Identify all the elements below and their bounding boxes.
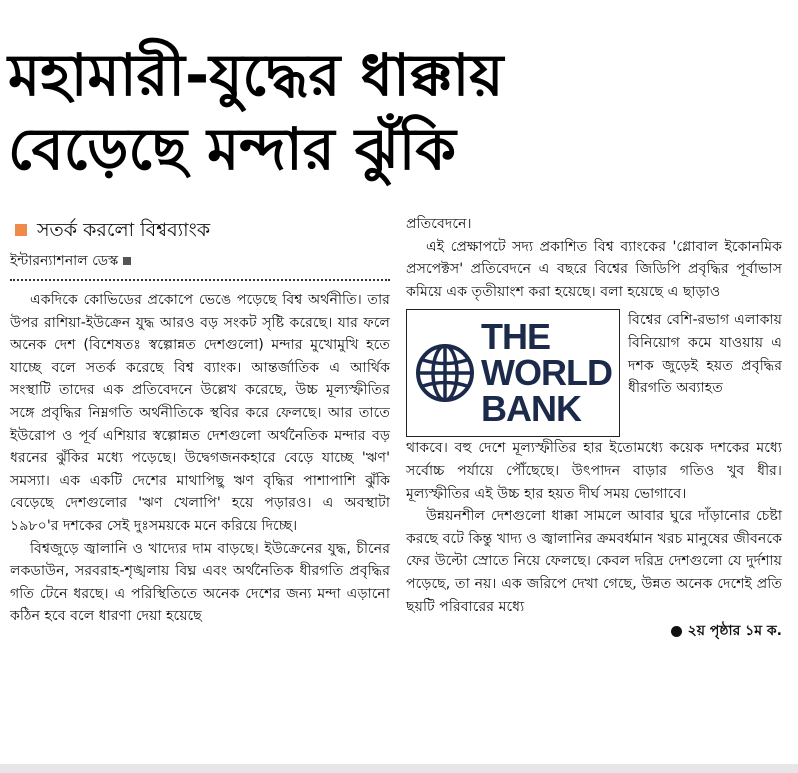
right-paragraph-1: এই প্রেক্ষাপটে সদ্য প্রকাশিত বিশ্ব ব্যাংকের 'গ্লোবাল ইকোনমিক প্রসপেক্টস' প্রতিবেদনে এ বছরে বিশ্বের জিডিপি প্রবৃদ্ধির পূর্বাভাস কমিয়ে এক তৃতীয়াংশ করা হয়েছে। বলা হয়েছে এ ছাড়াও bbox=[406, 238, 782, 300]
bottom-bar bbox=[0, 764, 798, 773]
left-column bbox=[10, 213, 390, 628]
byline bbox=[10, 249, 390, 273]
accent-square-icon bbox=[15, 224, 27, 236]
logo-side-text: বিশ্বের বেশি-রভাগ এলাকায় বিনিয়োগ কমে যাওয়ায় এ দশক জুড়েই হয়ত প্রবৃদ্ধির ধীরগতি অব্যাহত bbox=[628, 312, 782, 397]
logo-line-1: THE bbox=[481, 316, 550, 358]
dotted-divider bbox=[10, 279, 390, 281]
left-paragraph-2: বিশ্বজুড়ে জ্বালানি ও খাদ্যের দাম বাড়ছে। ইউক্রেনের যুদ্ধ, চীনের লকডাউন, সরবরাহ-শৃঙ্খলায় বিঘ্ন এবং অর্থনৈতিক ধীরগতি প্রবৃদ্ধির গতি টেনে ধরছে। এ পরিস্থিতিতে অনেক দেশের জন্য মন্দা এড়ানো কঠিন হবে বলে ধারণা দেয়া হয়েছে bbox=[10, 540, 390, 625]
world-bank-globe-icon bbox=[415, 343, 475, 403]
right-body bbox=[406, 213, 782, 303]
byline-square-icon bbox=[123, 257, 131, 265]
world-bank-logo bbox=[406, 309, 620, 437]
left-paragraph-1: একদিকে কোভিডের প্রকোপে ভেঙে পড়েছে বিশ্ব অর্থনীতি। তার উপর রাশিয়া-ইউক্রেন যুদ্ধ আরও বড় সংকট সৃষ্টি করেছে। যার ফলে অনেক দেশ (বিশেষতঃ স্বল্পোন্নত দেশগুলো) মন্দার মুখোমুখি হতে যাচ্ছে বলে সতর্ক করেছে বিশ্ব ব্যাংক। আন্তর্জাতিক এ আর্থিক সংস্থাটি তাদের এক প্রতিবেদনে উল্লেখ করেছে, উচ্চ মূল্যস্ফীতির সঙ্গে প্রবৃদ্ধির নিম্নগতি অর্থনীতিকে স্থবির করে ফেলছে। আর তাতে ইউরোপ ও পূর্ব এশিয়ার স্বল্পোন্নত দেশগুলো অর্থনৈতিক মন্দার বড় ধরনের ঝুঁকির মধ্যে পড়েছে। উদ্বেগজনকহারে বেড়ে যাচ্ছে 'ঋণ' সমস্যা। এক একটি দেশের মাথাপিছু ঋণ বৃদ্ধির পাশাপাশি ঝুঁকি বেড়েছে দেশগুলোর 'ঋণ খেলাপি' হয়ে পড়ারও। এ অবস্থাটা ১৯৮০'র দশকের সেই দুঃসময়কে মনে করিয়ে দিচ্ছে। bbox=[10, 292, 390, 534]
continued-text: ২য় পৃষ্ঠার ১ম ক. bbox=[687, 623, 782, 640]
logo-row bbox=[406, 309, 782, 437]
headline bbox=[8, 38, 793, 186]
bullet-dot-icon bbox=[671, 626, 682, 637]
right-top-line: প্রতিবেদনে। bbox=[406, 216, 472, 232]
subheading-text: সতর্ক করলো বিশ্বব্যাংক bbox=[37, 219, 211, 241]
right-body-continued bbox=[406, 437, 782, 618]
right-paragraph-2: উন্নয়নশীল দেশগুলো ধাক্কা সামলে আবার ঘুরে দাঁড়ানোর চেষ্টা করছে বটে কিন্তু খাদ্য ও জ্বালানির ক্রমবর্ধমান খরচ মানুষের জীবনকে ফের উল্টো স্রোতে নিয়ে ফেলছে। কেবল দরিদ্র দেশগুলো যে দুর্দশায় পড়েছে, তা নয়। এক জরিপে দেখা গেছে, উন্নত অনেক দেশেই প্রতি ছয়টি পরিবারের মধ্যে bbox=[406, 508, 782, 615]
logo-line-2: WORLD bbox=[481, 352, 612, 394]
right-column bbox=[406, 213, 782, 642]
logo-line-3: BANK bbox=[481, 388, 581, 430]
left-body bbox=[10, 289, 390, 628]
byline-text: ইন্টারন্যাশনাল ডেস্ক bbox=[10, 253, 119, 269]
headline-line-2: বেড়েছে মন্দার ঝুঁকি bbox=[8, 115, 456, 183]
headline-line-1: মহামারী-যুদ্ধের ধাক্কায় bbox=[8, 41, 504, 109]
subheading bbox=[10, 213, 390, 245]
right-paragraph-1-continued: থাকবে। বহু দেশে মূল্যস্ফীতির হার ইতোমধ্যে কয়েক দশকের মধ্যে সর্বোচ্চ পর্যায়ে পৌঁছেছে। উৎপাদন বাড়ার গতিও খুব ধীর। মূল্যস্ফীতির এই উচ্চ হার হয়ত দীর্ঘ সময় ভোগাবে। bbox=[406, 440, 782, 502]
continued-reference bbox=[406, 620, 782, 642]
world-bank-wordmark bbox=[481, 316, 612, 430]
